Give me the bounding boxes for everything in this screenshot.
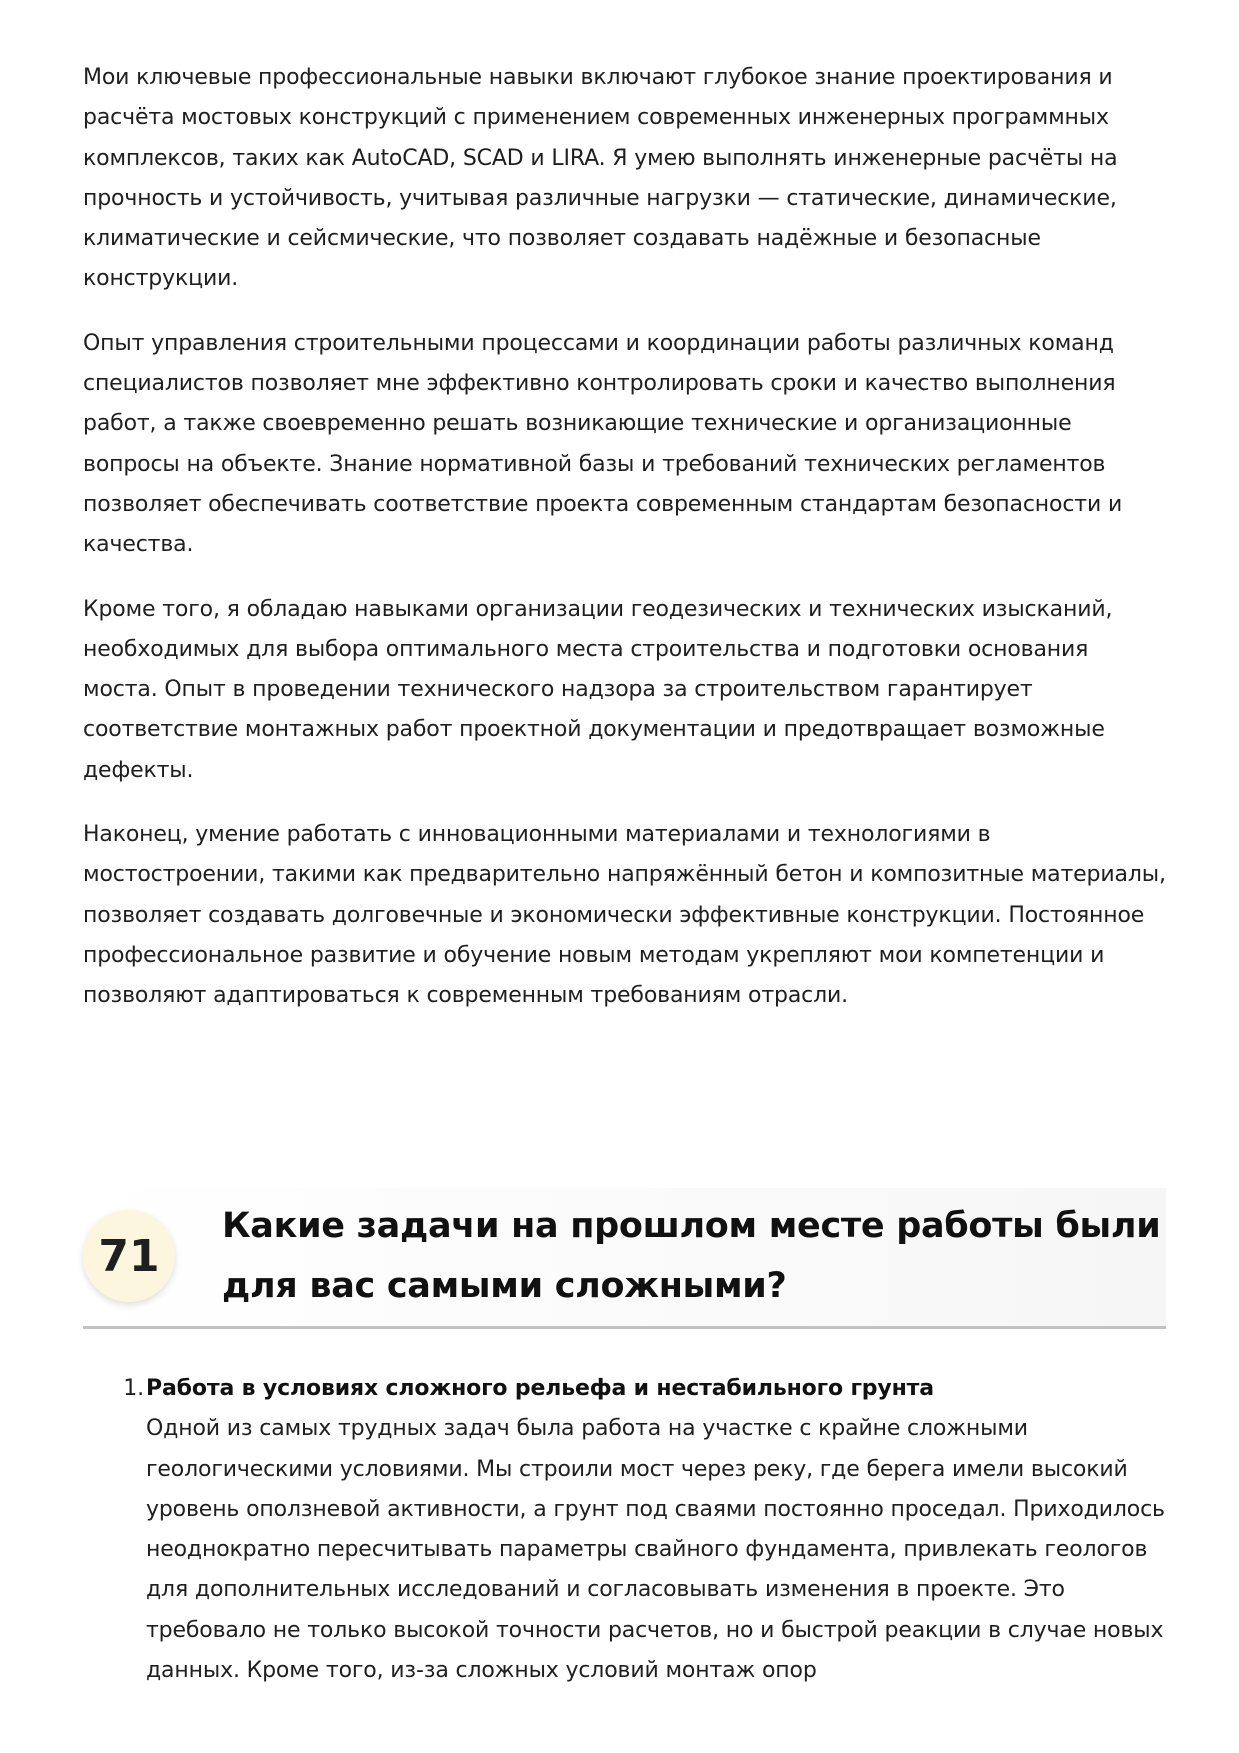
document-body [83, 58, 1166, 1041]
paragraph-innovation: Наконец, умение работать с инновационными материалами и технологиями в мостостроении, такими как предварительно напряжённый бетон и композитные материалы, позволяет создавать долговечные и экономически эффективные конструкции. Постоянное профессиональное развитие и обучение новым методам укрепляют мои компетенции и позволяют адаптироваться к современным требованиям отрасли. [83, 822, 1166, 1009]
question-title: Какие задачи на прошлом месте работы были для вас самыми сложными? [222, 1206, 1161, 1306]
question-number-badge: 71 [83, 1210, 175, 1302]
list-item-body [146, 1369, 1166, 1691]
paragraph-skills: Мои ключевые профессиональные навыки включают глубокое знание проектирования и расчёта мостовых конструкций с применением современных инженерных программных комплексов, таких как AutoCAD, SCAD и LIRA. Я умею выполнять инженерные расчёты на прочность и устойчивость, учитывая различные нагрузки — статические, динамические, климатические и сейсмические, что позволяет создавать надёжные и безопасные конструкции. [83, 65, 1118, 292]
list-item-number: 1. [123, 1376, 144, 1401]
paragraph-management: Опыт управления строительными процессами и координации работы различных команд специалистов позволяет мне эффективно контролировать сроки и качество выполнения работ, а также своевременно решать возникающие технические и организационные вопросы на объекте. Знание нормативной базы и требований технических регламентов позволяет обеспечивать соответствие проекта современным стандартам безопасности и качества. [83, 330, 1123, 558]
list-item-text: Одной из самых трудных задач была работа на участке с крайне сложными геологическими условиями. Мы строили мост через реку, где берега имели высокий уровень оползневой активности, а грунт под сваями постоянно проседал. Приходилось неоднократно пересчитывать параметры свайного фундамента, привлекать геологов для дополнительных исследований и согласовывать изменения в проекте. Это требовало не только высокой точности расчетов, но и быстрой реакции в случае новых данных. Кроме того, из-за сложных условий монтаж опор [146, 1416, 1165, 1684]
answer-list [83, 1369, 1166, 1691]
list-item-title: Работа в условиях сложного рельефа и нестабильного грунта [146, 1376, 934, 1401]
paragraph-surveys: Кроме того, я обладаю навыками организации геодезических и технических изысканий, необходимых для выбора оптимального места строительства и подготовки основания моста. Опыт в проведении технического надзора за строительством гарантирует соответствие монтажных работ проектной документации и предотвращает возможные дефекты. [83, 596, 1113, 783]
question-header [83, 1188, 1166, 1329]
list-item [83, 1369, 1166, 1691]
